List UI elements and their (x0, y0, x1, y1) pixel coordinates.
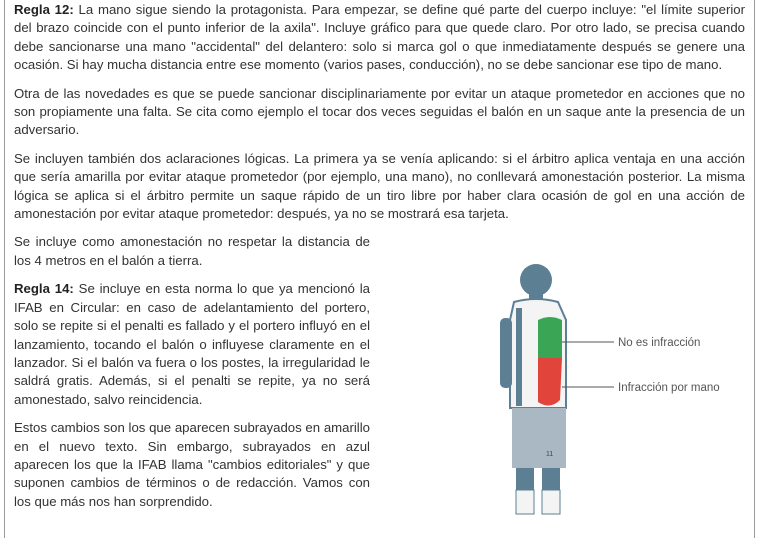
shirt-number: 11 (546, 451, 554, 458)
label-no-infraccion: No es infracción (618, 337, 701, 349)
paragraph-text: La mano sigue siendo la protagonista. Para empezar, se define qué parte del cuerpo incluye: "el límite superior del brazo coincide con el punto inferior de la axila". Incluye gráfico para que quede claro. Por otro lado, se precisa cuando debe sancionarse una mano "accidental" del delantero: solo si marca gol o que inmediatamente después se genere una ocasión. Si hay mucha distancia entre ese momento (varios pases, conducción), no se debe sancionar ese tipo de mano. (14, 2, 745, 73)
paragraph-balon-a-tierra: Se incluye como amonestación no respetar la distancia de los 4 metros en el balón a tierra. (14, 234, 370, 268)
player-illustration (486, 258, 756, 538)
rule-heading: Regla 12: (14, 2, 74, 17)
label-infraccion-mano: Infracción por mano (618, 382, 720, 394)
paragraph-cambios: Estos cambios son los que aparecen subrayados en amarillo en el nuevo texto. Sin embargo, subrayados en azul aparecen los que la IFAB llama "cambios editoriales" y que suponen cambios de términos o de redacción. Vamos con los que más nos han sorprendido. (14, 420, 370, 509)
handball-diagram (486, 258, 756, 538)
paragraph-text: Se incluye en esta norma lo que ya mencionó la IFAB en Circular: en caso de adelantamiento del portero, solo se repite si el penalti es fallado y el portero influyó en el lanzamiento, tocando el balón o influyese claramente en el lanzador. Si el balón va fuera o los postes, la irregularidad le saldrá gratis. Además, si el penalti se repite, ya no será amonestado, salvo reincidencia. (14, 281, 370, 407)
paragraph-regla-12 (14, 1, 745, 75)
paragraph-aclaraciones: Se incluyen también dos aclaraciones lógicas. La primera ya se venía aplicando: si el árbitro aplica ventaja en una acción que sería amarilla por evitar ataque prometedor (por ejemplo, una mano), no conllevará amonestación posterior. La misma lógica se aplica si el árbitro permite un saque rápido de un tiro libre por haber clara ocasión de gol en una acción de amonestación por evitar ataque prometedor: después, ya no se mostrará esa tarjeta. (14, 150, 745, 222)
arm-lower-red (538, 358, 562, 406)
arm-upper-green (538, 317, 562, 358)
paragraph-novedades: Otra de las novedades es que se puede sancionar disciplinariamente por evitar un ataque prometedor en acciones que no son propiamente una falta. Se cita como ejemplo el tocar dos veces seguidas el balón en un saque ante la presencia de un adversario. (14, 85, 745, 138)
paragraph-regla-14 (14, 280, 370, 409)
rule-heading: Regla 14: (14, 281, 74, 297)
